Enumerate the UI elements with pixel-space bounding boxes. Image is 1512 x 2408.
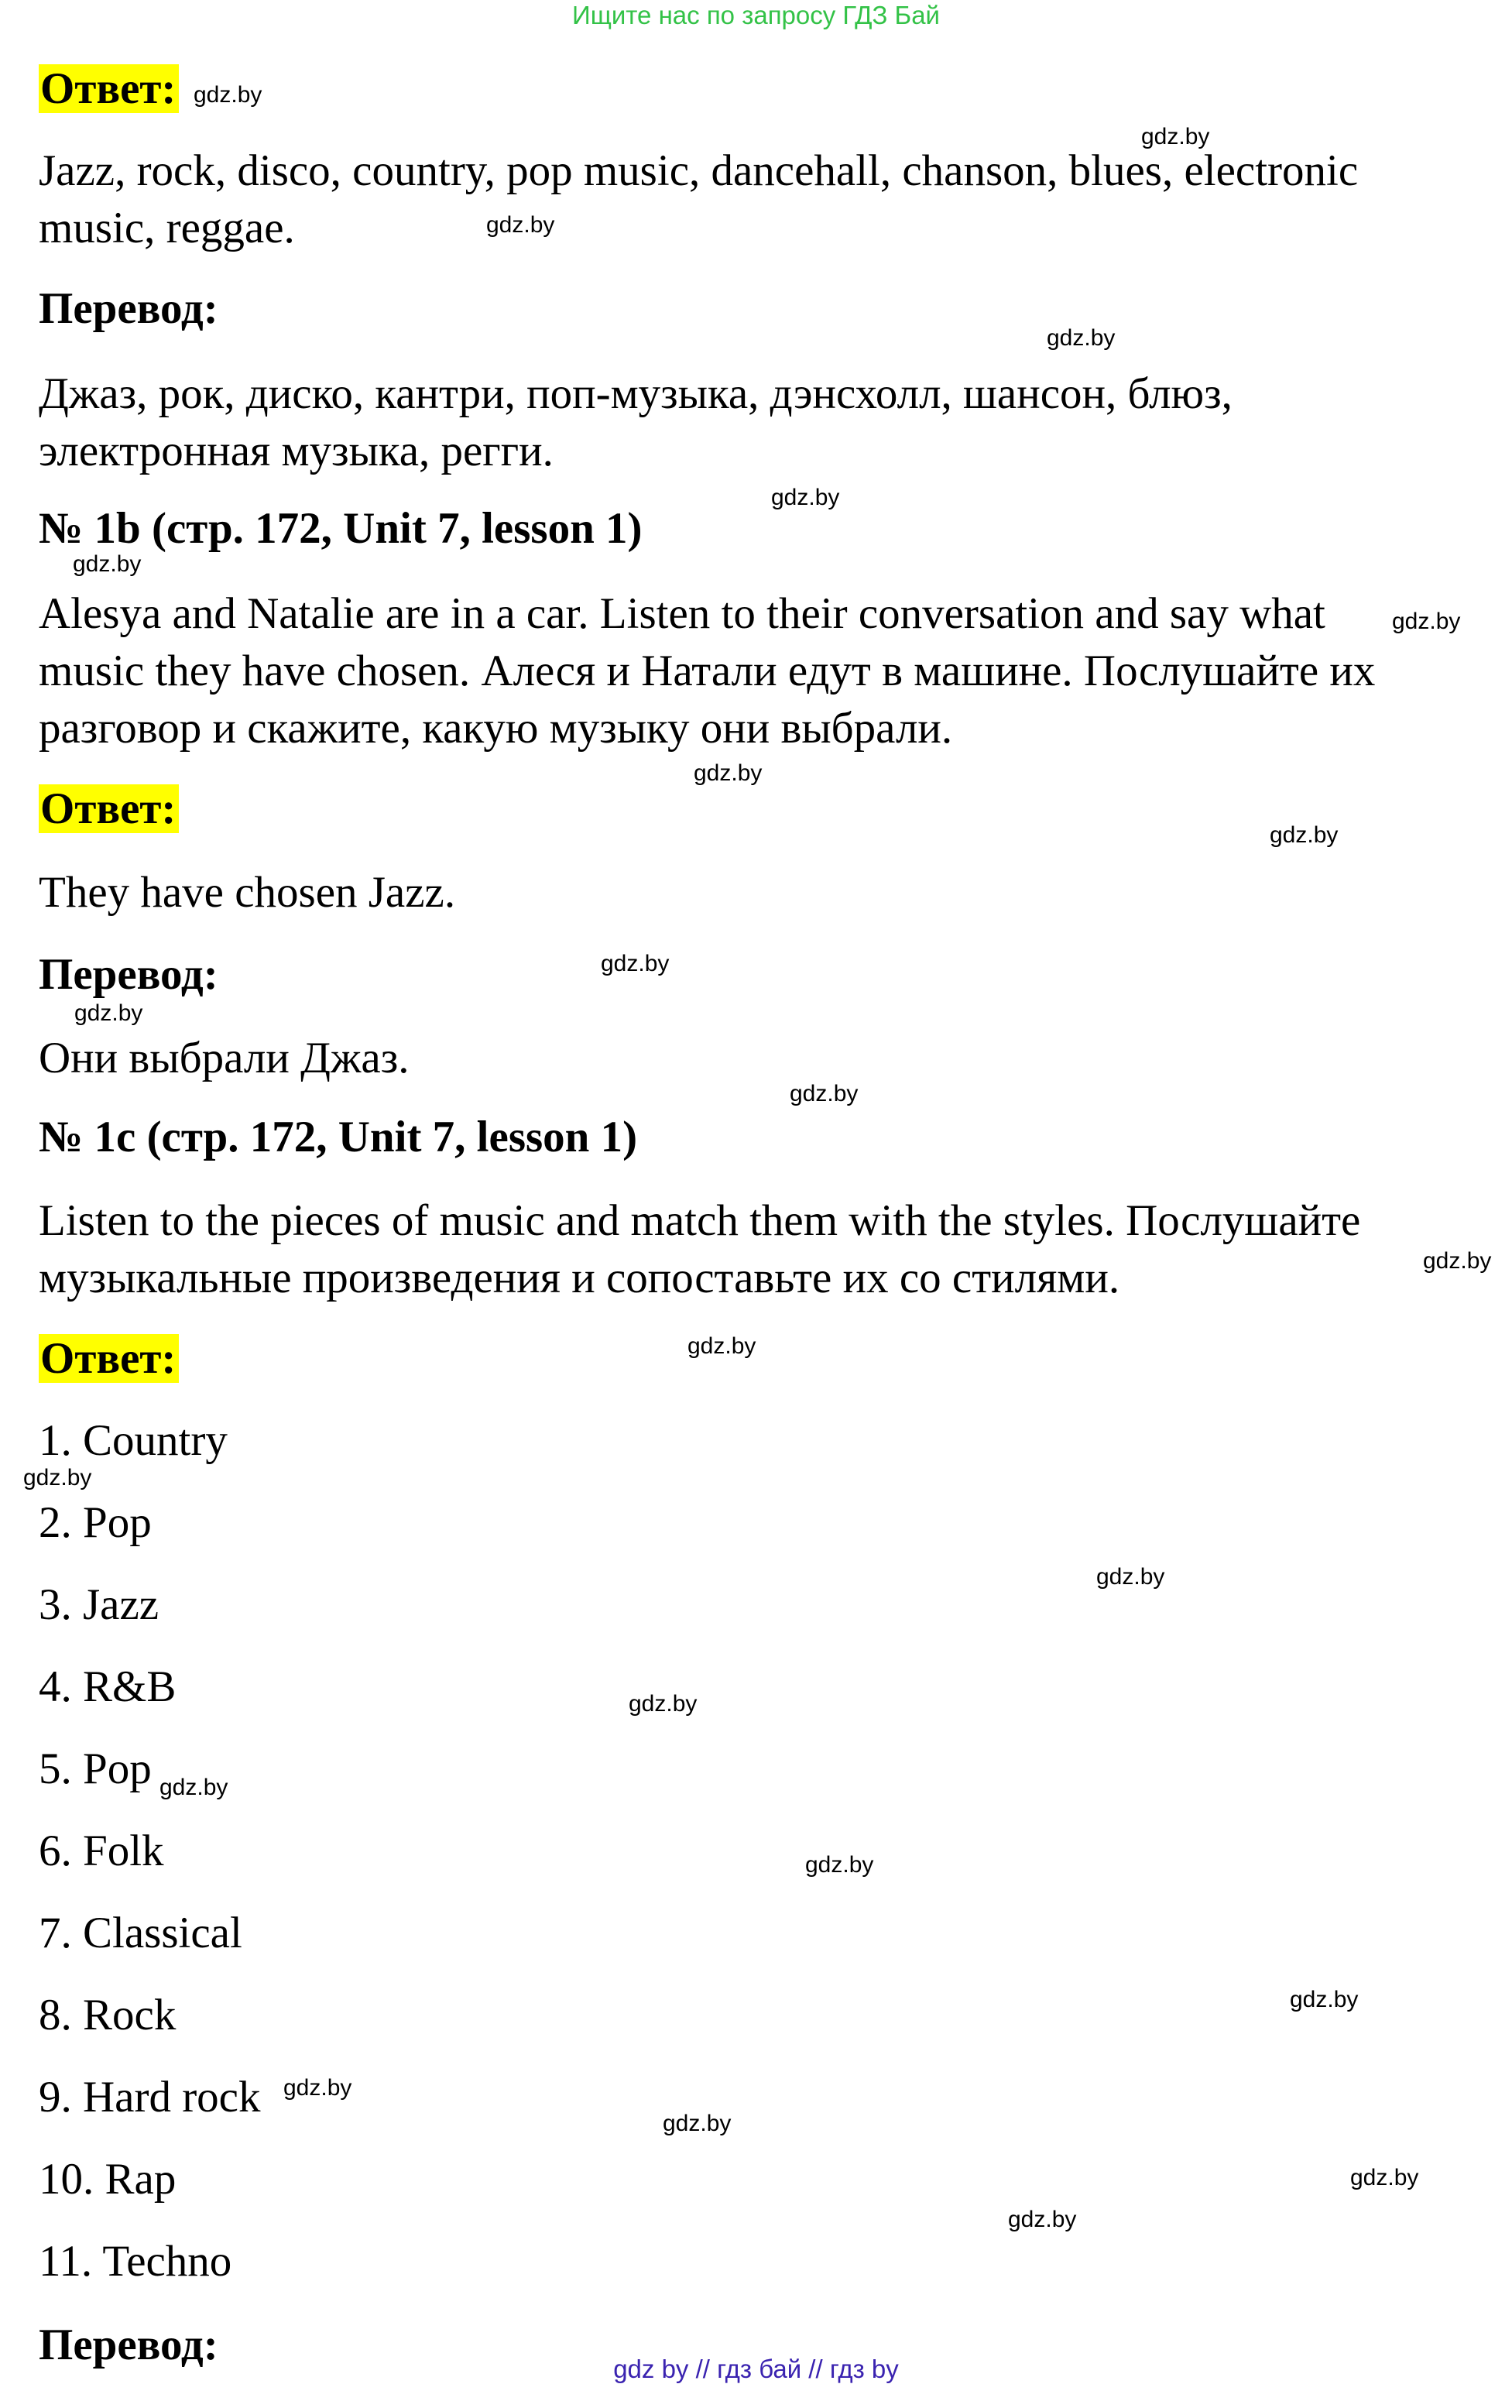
watermark: gdz.by (1096, 1564, 1165, 1590)
watermark: gdz.by (805, 1852, 874, 1878)
top-banner[interactable]: Ищите нас по запросу ГДЗ Бай (572, 1, 940, 29)
watermark: gdz.by (601, 951, 670, 976)
exercise-heading-1b: № 1b (стр. 172, Unit 7, lesson 1) (39, 504, 643, 553)
watermark: gdz.by (73, 551, 142, 577)
answer-list-item: 6. Folk (39, 1827, 164, 1875)
watermark: gdz.by (1270, 822, 1339, 848)
answer-list-item: 8. Rock (39, 1991, 177, 2039)
answer-label: Ответ: (39, 1333, 179, 1384)
task-text-line: Alesya and Natalie are in a car. Listen to their conversation and say what (39, 589, 1325, 638)
answer-label: Ответ: (39, 784, 179, 835)
task-text-line: разговор и скажите, какую музыку они выбрали. (39, 704, 953, 753)
watermark: gdz.by (74, 1000, 143, 1026)
answer-list-item: 2. Pop (39, 1498, 152, 1547)
answer-label: Ответ: (39, 63, 179, 115)
translation-text-line: электронная музыка, регги. (39, 427, 554, 475)
answer-list-item: 5. Pop (39, 1744, 152, 1793)
watermark: gdz.by (194, 82, 262, 108)
watermark: gdz.by (1047, 325, 1116, 351)
answer-list-item: 10. Rap (39, 2155, 177, 2204)
watermark: gdz.by (629, 1691, 698, 1717)
answer-list-item: 11. Techno (39, 2237, 232, 2286)
task-text-line: музыкальные произведения и сопоставьте их со стилями. (39, 1254, 1120, 1302)
translation-text-line: Джаз, рок, диско, кантри, поп-музыка, дэнсхолл, шансон, блюз, (39, 369, 1233, 418)
watermark: gdz.by (1290, 1987, 1359, 2012)
watermark: gdz.by (1423, 1248, 1492, 1274)
answer-text-line: music, reggae. (39, 204, 295, 252)
watermark: gdz.by (159, 1775, 228, 1800)
answer-list-item: 4. R&B (39, 1662, 177, 1711)
answer-text: They have chosen Jazz. (39, 868, 456, 917)
translation-label: Перевод: (39, 2321, 218, 2369)
watermark: gdz.by (771, 485, 840, 510)
answer-list-item: 9. Hard rock (39, 2073, 261, 2122)
watermark: gdz.by (694, 760, 763, 786)
watermark: gdz.by (687, 1333, 756, 1359)
task-text-line: music they have chosen. Алеся и Натали едут в машине. Послушайте их (39, 647, 1376, 695)
answer-text-line: Jazz, rock, disco, country, pop music, dancehall, chanson, blues, electronic (39, 146, 1359, 195)
watermark: gdz.by (1350, 2165, 1419, 2190)
translation-text: Они выбрали Джаз. (39, 1034, 410, 1082)
watermark: gdz.by (1008, 2207, 1077, 2232)
answer-list-item: 3. Jazz (39, 1580, 159, 1629)
watermark: gdz.by (283, 2075, 352, 2101)
watermark: gdz.by (790, 1081, 859, 1106)
answer-list-item: 1. Country (39, 1416, 228, 1465)
watermark: gdz.by (1141, 124, 1210, 149)
watermark: gdz.by (486, 212, 555, 238)
translation-label: Перевод: (39, 950, 218, 999)
task-text-line: Listen to the pieces of music and match them with the styles. Послушайте (39, 1196, 1361, 1245)
exercise-heading-1c: № 1c (стр. 172, Unit 7, lesson 1) (39, 1113, 638, 1161)
translation-label: Перевод: (39, 284, 218, 333)
watermark: gdz.by (23, 1465, 92, 1490)
watermark: gdz.by (663, 2111, 732, 2136)
watermark: gdz.by (1392, 609, 1461, 634)
answer-list-item: 7. Classical (39, 1909, 242, 1957)
bottom-banner[interactable]: gdz by // гдз бай // гдз by (613, 2355, 899, 2383)
